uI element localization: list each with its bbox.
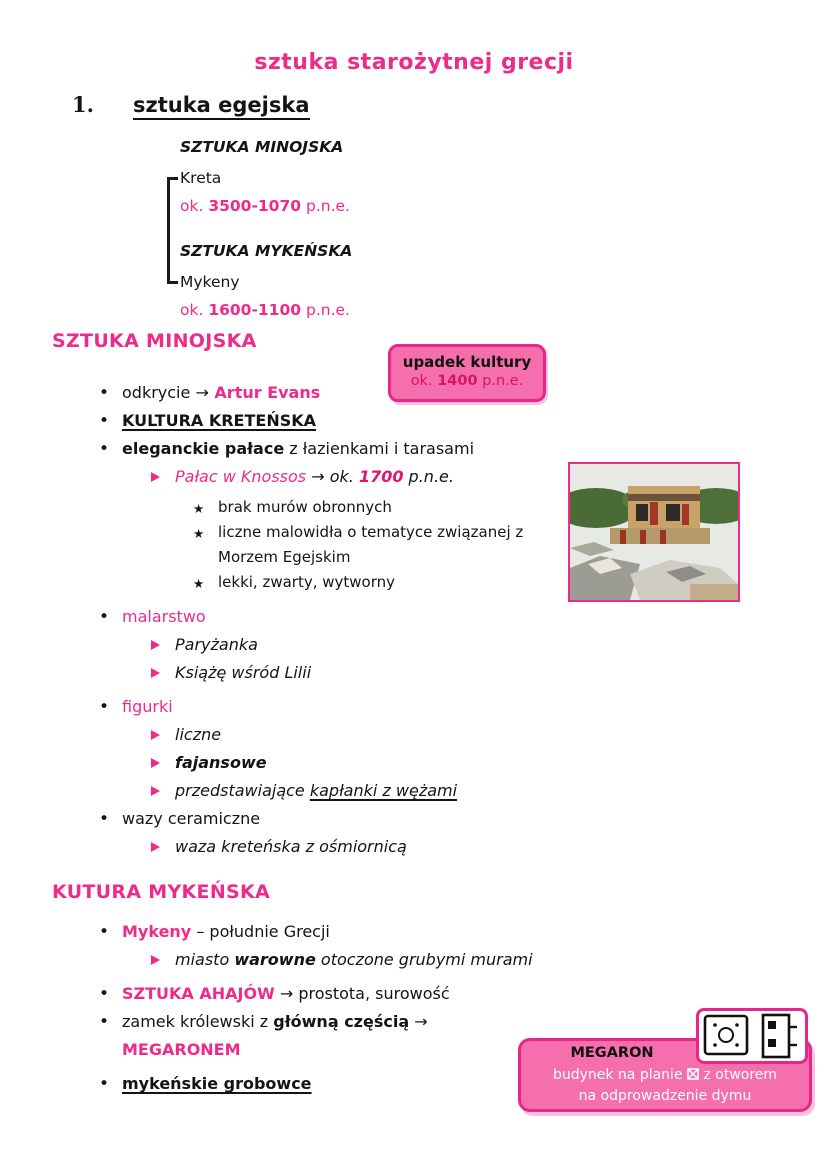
star-icon: ★ (193, 501, 205, 516)
text: na odprowadzenie dymu (578, 1088, 752, 1104)
text-bold: Mykeny (122, 922, 192, 941)
branch-title: SZTUKA MYKEŃSKA (180, 242, 353, 260)
star-lekki-zwarty (52, 570, 538, 595)
branch-dates (180, 197, 352, 216)
square-plan-icon (687, 1068, 699, 1080)
text: Paryżanka (175, 635, 258, 654)
text: z łazienkami i tarasami (284, 439, 475, 458)
bullet-icon: • (99, 1012, 110, 1032)
bullet-icon: • (99, 697, 110, 717)
arrowhead-icon (151, 668, 160, 678)
knossos-ruins-photo (568, 462, 740, 602)
star-icon: ★ (193, 576, 205, 591)
bullet-eleganckie-palace (52, 435, 582, 463)
callout-line1: upadek kultury (402, 353, 532, 371)
bullet-odkrycie (52, 379, 582, 407)
tree-bracket-line (167, 177, 170, 283)
line-megaronem (52, 1036, 582, 1064)
text-bold: eleganckie pałace (122, 439, 285, 458)
date-prefix: ok. (410, 373, 438, 389)
text: figurki (122, 697, 173, 716)
branch-dates (180, 301, 352, 320)
star-malowidla (52, 520, 538, 570)
star-brak-murow (52, 495, 538, 520)
arrowhead-icon (151, 640, 160, 650)
date-suffix: p.n.e. (477, 373, 524, 389)
date-suffix: p.n.e. (301, 197, 350, 215)
arrowhead-icon (151, 472, 160, 482)
bullet-icon: • (99, 1074, 110, 1094)
bullet-icon: • (99, 383, 110, 403)
sub-palac-knossos (52, 463, 582, 491)
text-bold: główną częścią (273, 1012, 410, 1031)
text: liczne malowidła o tematyce związanej z Morzem Egejskim (218, 523, 524, 566)
text: liczne (175, 725, 222, 744)
text-underlined: kapłanki z wężami (309, 781, 458, 800)
sub-paryzanka (52, 631, 582, 659)
bullet-sztuka-ahajow (52, 980, 582, 1008)
palace-name: Pałac w Knossos (175, 467, 307, 486)
sub-liczne (52, 721, 582, 749)
heading-sztuka-minojska: SZTUKA MINOJSKA (52, 330, 257, 352)
bullet-figurki (52, 693, 582, 721)
arrow-icon: → (306, 467, 330, 486)
sub-waza-kretenska (52, 833, 582, 861)
megaron-plan-diagram (696, 1008, 808, 1064)
sub-kaplanki (52, 777, 582, 805)
section-number: 1. (72, 92, 94, 117)
tree-branch-mykenska (180, 242, 352, 320)
date-suffix: p.n.e. (403, 467, 454, 486)
tree-branch-minojska (180, 138, 352, 216)
arrowhead-icon (151, 786, 160, 796)
bullet-malarstwo (52, 603, 582, 631)
bullet-mykeny (52, 918, 582, 946)
mykenska-list (52, 918, 582, 1098)
text: wazy ceramiczne (122, 809, 261, 828)
text: odkrycie (122, 383, 196, 402)
highlight-artur-evans: Artur Evans (208, 383, 321, 402)
text: malarstwo (122, 607, 206, 626)
bullet-icon: • (99, 411, 110, 431)
arrowhead-icon (151, 730, 160, 740)
date-range: 1600-1100 (208, 301, 302, 319)
text: waza kreteńska z ośmiornicą (175, 837, 407, 856)
text: Książę wśród Lilii (175, 663, 312, 682)
text: lekki, zwarty, wytworny (218, 573, 396, 591)
text: – południe Grecji (191, 922, 330, 941)
bullet-icon: • (99, 984, 110, 1004)
bullet-icon: • (99, 809, 110, 829)
arrowhead-icon (151, 842, 160, 852)
tree-bracket-tick-kreta (167, 177, 178, 180)
arrow-icon: → (195, 383, 209, 402)
text: fajansowe (175, 753, 267, 772)
bullet-icon: • (99, 439, 110, 459)
heading-kutura-mykenska: KUTURA MYKEŃSKA (52, 881, 271, 903)
text: zamek królewski z (122, 1012, 274, 1031)
megaron-floor-plan (699, 1011, 805, 1061)
text-megaronem: MEGARONEM (122, 1040, 241, 1059)
star-icon: ★ (193, 526, 205, 541)
sub-ksiaze-wsrod-lilii (52, 659, 582, 687)
date-value: 1400 (437, 373, 478, 389)
text: z otworem (703, 1067, 778, 1083)
sub-miasto-warowne (52, 946, 582, 974)
text: KULTURA KRETEŃSKA (122, 411, 317, 430)
bullet-mykenskie-grobowce (52, 1070, 582, 1098)
date-suffix: p.n.e. (301, 301, 350, 319)
sub-fajansowe (52, 749, 582, 777)
page-title: sztuka starożytnej grecji (254, 50, 574, 75)
megaron-title: MEGARON (570, 1045, 654, 1061)
arrow-icon: → (409, 1012, 428, 1031)
section-heading-egejska: sztuka egejska (133, 93, 310, 120)
aegean-art-tree (180, 138, 352, 346)
bullet-icon: • (99, 922, 110, 942)
bullet-icon: • (99, 607, 110, 627)
date-range: 3500-1070 (208, 197, 302, 215)
text: otoczone grubymi murami (315, 950, 533, 969)
bullet-wazy (52, 805, 582, 833)
text: → prostota, surowość (274, 984, 450, 1003)
arrowhead-icon (151, 955, 160, 965)
arrowhead-icon (151, 758, 160, 768)
minojska-list (52, 379, 582, 861)
date-value: 1700 (358, 467, 404, 486)
text-bold: SZTUKA AHAJÓW (122, 984, 275, 1003)
section-egejska (72, 92, 310, 117)
text: brak murów obronnych (218, 498, 392, 516)
megaron-description (521, 1065, 809, 1107)
date-prefix: ok. (180, 301, 209, 319)
date-prefix: ok. (329, 467, 359, 486)
text: miasto (175, 950, 235, 969)
text: mykeńskie grobowce (122, 1074, 312, 1093)
notes-content (52, 330, 582, 1098)
tree-bracket-tick-mykeny (167, 281, 178, 284)
knossos-ruins-illustration (570, 464, 738, 600)
date-prefix: ok. (180, 197, 209, 215)
branch-title: SZTUKA MINOJSKA (180, 138, 344, 156)
bullet-zamek-krolewski (52, 1008, 582, 1036)
branch-place: Kreta (180, 169, 222, 187)
text-bold: warowne (234, 950, 316, 969)
bullet-kultura-kretenska (52, 407, 582, 435)
text: przedstawiające (175, 781, 310, 800)
text: budynek na planie (552, 1067, 683, 1083)
branch-place: Mykeny (180, 273, 240, 291)
